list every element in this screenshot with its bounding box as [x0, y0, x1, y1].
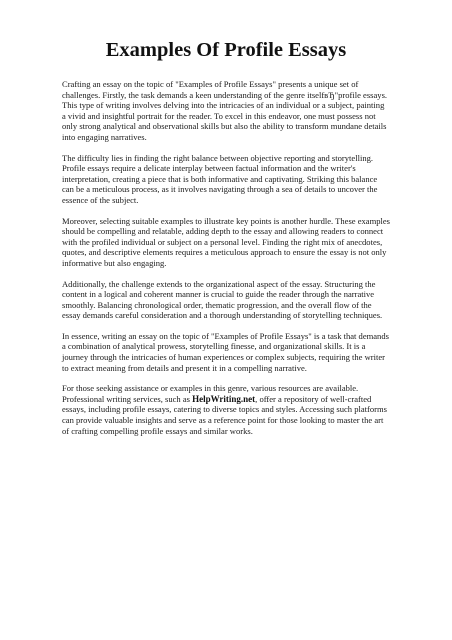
- document-title: Examples Of Profile Essays: [105, 39, 347, 61]
- paragraph-6-before: For those seeking assistance or examples in this genre, various resources are available. Professional writing services, such as: [62, 383, 359, 404]
- paragraph-4: Additionally, the challenge extends to the organizational aspect of the essay. Structuring the content in a logical and coherent manner is crucial to guide the reader through the narrative smoothly. Balancing chronological order, thematic progression, and the overall flow of the essay demands careful consideration and a thorough understanding of storytelling techniques.: [62, 278, 383, 321]
- paragraph-3: Moreover, selecting suitable examples to illustrate key points is another hurdle. These examples should be compelling and relatable, adding depth to the essay and allowing readers to connect with the profiled individual or subject on a personal level. Finding the right mix of anecdotes, quotes, and descriptive elements requires a meticulous approach to ensure the essay is not only informative but also engaging.: [62, 215, 390, 268]
- paragraph-2: The difficulty lies in finding the right balance between objective reporting and storytelling. Profile essays require a delicate interplay between factual information and the writer's interpretation, creating a piece that is both informative and captivating. Striking this balance can be a meticulous process, as it involves navigating through a sea of details to uncover the essence of the subject.: [62, 152, 378, 205]
- helpwriting-link-text: HelpWriting.net: [192, 393, 256, 404]
- paragraph-6-after: , offer a repository of well-crafted essays, including profile essays, catering to diverse topics and styles. Accessing such platforms can provide valuable insights and serve as a reference point for those looking to master the art of crafting compelling profile essays and similar works.: [62, 393, 387, 436]
- paragraph-6: [62, 383, 390, 436]
- paragraph-5: In essence, writing an essay on the topic of "Examples of Profile Essays" is a task that demands a combination of analytical prowess, storytelling finesse, and organizational skills. It is a journey through the intricacies of human experiences or complex subjects, requiring the writer to extract meaning from details and present it in a compelling narrative.: [62, 330, 389, 373]
- paragraph-1: Crafting an essay on the topic of "Examples of Profile Essays" presents a unique set of challenges. Firstly, the task demands a keen understanding of the genre itselfвЂ"profile essays. This type of writing involves delving into the intricacies of an individual or a subject, painting a vivid and insightful portrait for the reader. To excel in this endeavor, one must possess not only strong analytical and observational skills but also the ability to transform mundane details into engaging narratives.: [62, 79, 388, 142]
